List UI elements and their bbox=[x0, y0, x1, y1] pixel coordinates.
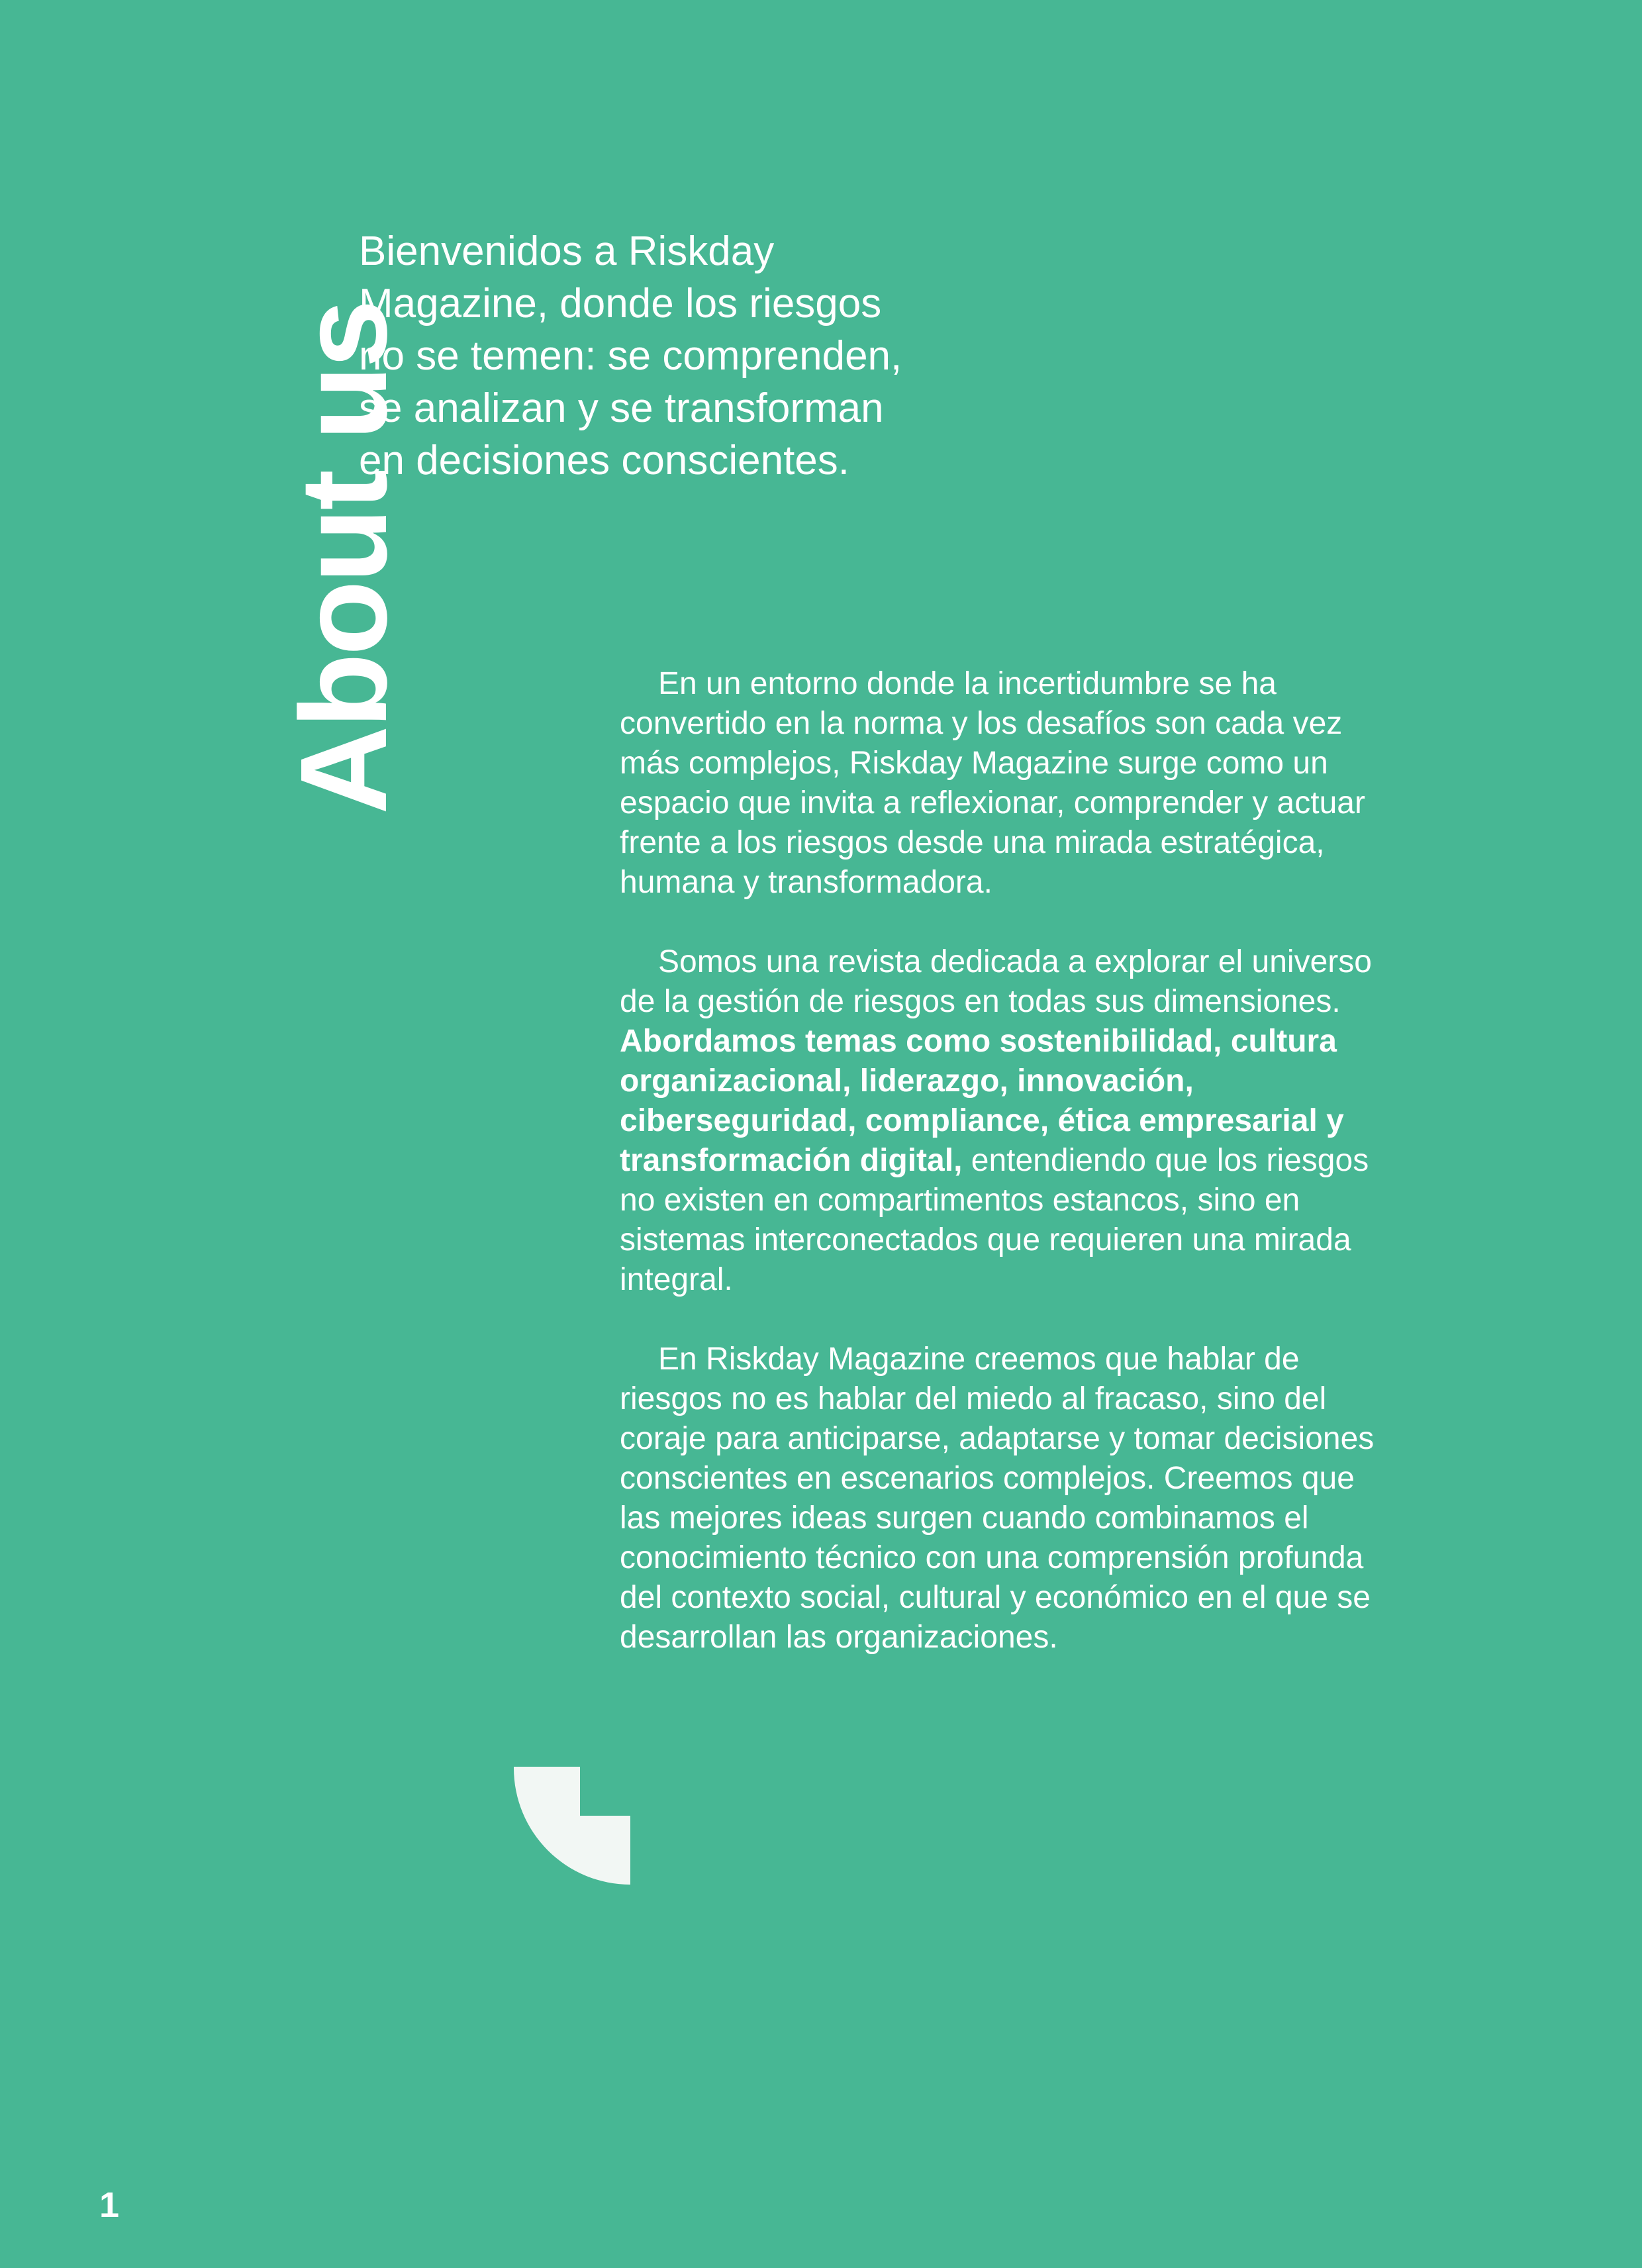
article-body bbox=[620, 664, 1375, 1657]
paragraph-2-bold-topics: Abordamos temas como sostenibilidad, cultura organizacional, liderazgo, innovación, ciberseguridad, compliance, ética empresarial y transformación digital, bbox=[620, 1024, 1344, 1178]
paragraph-2-text-before: Somos una revista dedicada a explorar el universo de la gestión de riesgos en todas sus dimensiones. bbox=[620, 944, 1372, 1019]
decorative-quarter-circle-shape bbox=[514, 1767, 630, 1885]
paragraph-2 bbox=[620, 942, 1375, 1300]
page-title-about-us: About us bbox=[275, 302, 412, 814]
intro-heading: Bienvenidos a Riskday Magazine, donde los riesgos no se temen: se comprenden, se analizan y se transforman en decisiones conscientes. bbox=[359, 228, 902, 483]
page-number: 1 bbox=[99, 2185, 120, 2225]
paragraph-3: En Riskday Magazine creemos que hablar de riesgos no es hablar del miedo al fracaso, sino del coraje para anticiparse, adaptarse y tomar decisiones conscientes en escenarios complejos. Creemos que las mejores ideas surgen cuando combinamos el conocimiento técnico con una comprensión profunda del contexto social, cultural y económico en el que se desarrollan las organizaciones. bbox=[620, 1342, 1375, 1655]
paragraph-1: En un entorno donde la incertidumbre se ha convertido en la norma y los desafíos son cada vez más complejos, Riskday Magazine surge como un espacio que invita a reflexionar, comprender y actuar frente a los riesgos desde una mirada estratégica, humana y transformadora. bbox=[620, 666, 1365, 900]
paragraph-2-text-after: entendiendo que los riesgos no existen en compartimentos estancos, sino en sistemas interconectados que requieren una mirada integral. bbox=[620, 1143, 1369, 1297]
quarter-circle-notch bbox=[514, 1767, 630, 1885]
